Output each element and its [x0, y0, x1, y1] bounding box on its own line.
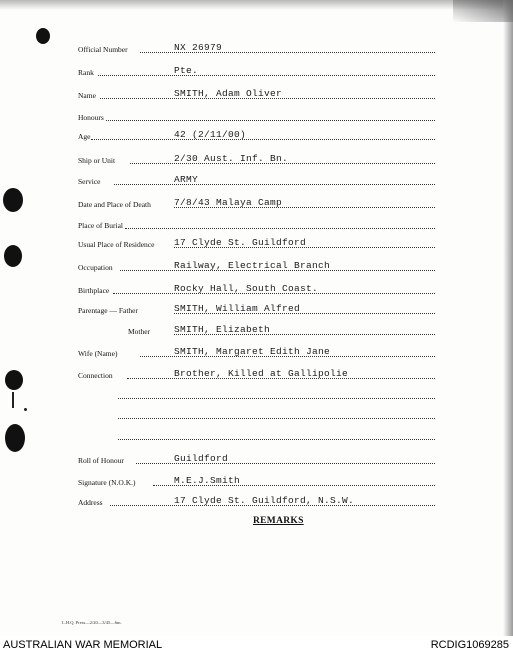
- field-label: Ship or Unit: [78, 156, 116, 165]
- field-label: Signature (N.O.K.): [78, 478, 136, 487]
- field-row: [78, 452, 435, 468]
- field-dotted-line: [106, 120, 435, 121]
- field-dotted-line: [98, 75, 435, 76]
- field-value: ARMY: [174, 174, 199, 185]
- field-label: Place of Burial: [78, 221, 123, 230]
- field-row: [78, 41, 435, 57]
- field-label: Rank: [78, 68, 94, 77]
- scan-smudge: [453, 0, 513, 22]
- field-value: M.E.J.Smith: [174, 475, 241, 486]
- field-row: [78, 64, 435, 80]
- punch-hole-mark: [36, 28, 50, 44]
- footer-institution: AUSTRALIAN WAR MEMORIAL: [3, 639, 163, 651]
- field-row: [78, 323, 435, 339]
- field-value: Guildford: [174, 453, 229, 464]
- field-row: [78, 345, 435, 361]
- footer-record-id: RCDIG1069285: [430, 639, 509, 651]
- field-value: Railway, Electrical Branch: [174, 260, 331, 271]
- field-label: Connection: [78, 371, 113, 380]
- field-row: [78, 217, 435, 233]
- field-row: [78, 494, 435, 510]
- scan-mark: [24, 408, 27, 411]
- field-label: Occupation: [78, 263, 113, 272]
- field-row: [78, 196, 435, 212]
- field-row: [78, 236, 435, 252]
- field-dotted-line: [91, 139, 435, 140]
- field-label: Usual Place of Residence: [78, 240, 155, 249]
- field-value: SMITH, Margaret Edith Jane: [174, 346, 331, 357]
- scan-mark: [12, 392, 14, 408]
- field-label: Birthplace: [78, 286, 110, 295]
- field-value: NX 26979: [174, 42, 223, 53]
- scan-edge-top: [0, 0, 513, 10]
- remarks-heading: REMARKS: [253, 516, 304, 526]
- field-row: [78, 282, 435, 298]
- field-value: 42 (2/11/00): [174, 129, 247, 140]
- field-row: [78, 367, 435, 383]
- field-label: Mother: [128, 327, 151, 336]
- field-dotted-line: [114, 184, 435, 185]
- connection-blank-line: [118, 439, 435, 440]
- connection-blank-line: [118, 418, 435, 419]
- field-label: Name: [78, 91, 96, 100]
- field-row: [78, 302, 435, 318]
- scan-edge-right: [503, 0, 513, 636]
- field-label: Address: [78, 498, 103, 507]
- field-label: Age: [78, 132, 91, 141]
- field-row: [78, 474, 435, 490]
- field-value: 2/30 Aust. Inf. Bn.: [174, 153, 289, 164]
- archive-footer: [0, 636, 513, 654]
- field-value: Rocky Hall, South Coast.: [174, 283, 319, 294]
- field-row: [78, 128, 435, 144]
- field-row: [78, 173, 435, 189]
- field-row: [78, 152, 435, 168]
- field-value: Brother, Killed at Gallipolie: [174, 368, 349, 379]
- binder-hole: [5, 424, 25, 452]
- field-label: Wife (Name): [78, 349, 118, 358]
- connection-blank-line: [118, 398, 435, 399]
- field-value: Pte.: [174, 65, 199, 76]
- field-label: Date and Place of Death: [78, 200, 151, 209]
- binder-hole: [4, 245, 22, 267]
- field-label: Parentage — Father: [78, 306, 138, 315]
- field-value: 7/8/43 Malaya Camp: [174, 197, 283, 208]
- field-value: SMITH, Elizabeth: [174, 324, 271, 335]
- binder-hole: [5, 370, 23, 390]
- field-row: [78, 259, 435, 275]
- field-value: SMITH, William Alfred: [174, 303, 301, 314]
- field-label: Service: [78, 177, 101, 186]
- field-value: 17 Clyde St. Guildford: [174, 237, 307, 248]
- field-label: Official Number: [78, 45, 128, 54]
- field-label: Roll of Honour: [78, 456, 124, 465]
- field-dotted-line: [125, 228, 435, 229]
- field-row: [78, 87, 435, 103]
- binder-hole: [3, 188, 23, 212]
- printer-imprint: L.H.Q. Press—2/20—3/45—6m.: [62, 620, 122, 625]
- field-label: Honours: [78, 113, 104, 122]
- field-value: 17 Clyde St. Guildford, N.S.W.: [174, 495, 355, 506]
- field-value: SMITH, Adam Oliver: [174, 88, 283, 99]
- field-row: [78, 109, 435, 125]
